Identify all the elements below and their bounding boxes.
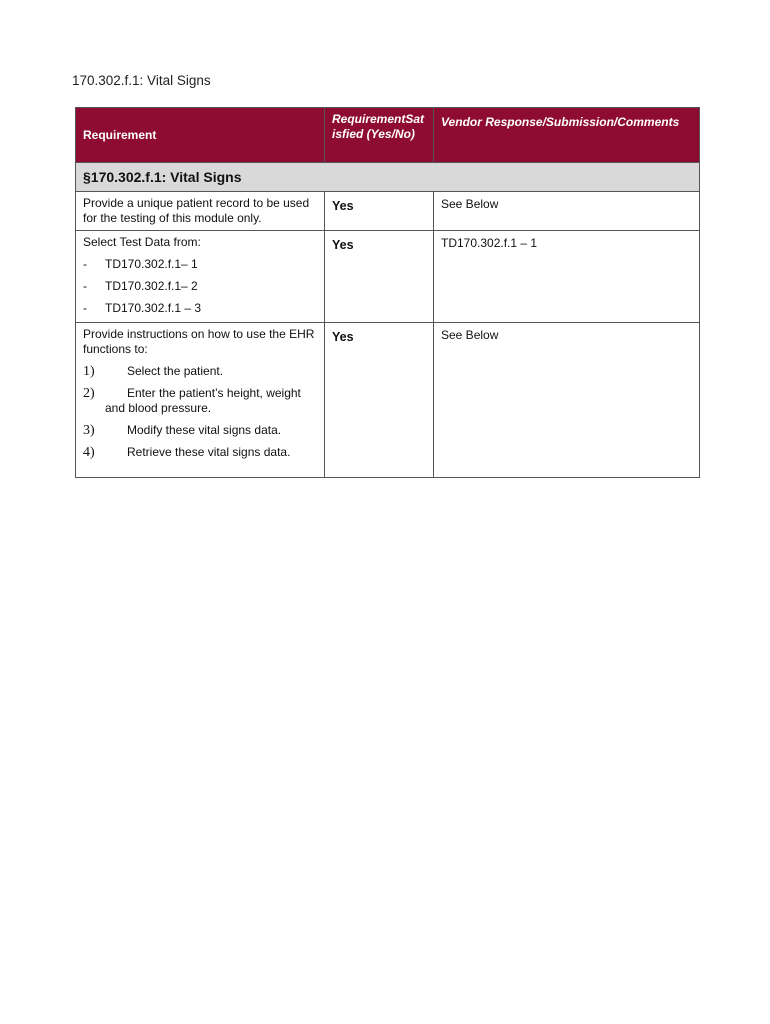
list-item-text: TD170.302.f.1 – 3 [105,301,202,315]
list-item [83,364,317,379]
table-row [76,323,700,478]
requirement-cell [76,231,325,323]
response-cell [434,231,700,323]
header-requirement: Requirement [76,108,325,163]
requirement-intro: Provide instructions on how to use the EHR functions to: [83,327,315,356]
step-text: Modify these vital signs data. [127,423,282,437]
satisfied-value: Yes [332,238,354,252]
response-text: TD170.302.f.1 – 1 [441,236,538,250]
satisfied-value: Yes [332,330,354,344]
requirements-table [75,107,700,478]
step-text: Enter the patient’s height, weight [127,386,301,400]
list-item [83,257,317,272]
step-text: Select the patient. [127,364,224,378]
section-title: §170.302.f.1: Vital Signs [76,163,700,192]
requirement-intro: Select Test Data from: [83,235,201,249]
header-vendor-response: Vendor Response/Submission/Comments [434,108,700,163]
list-marker: - [83,279,87,293]
step-number: 1) [83,364,95,379]
satisfied-cell [325,323,434,478]
list-item [83,445,317,460]
list-item [83,279,317,294]
satisfied-cell [325,231,434,323]
satisfied-cell [325,192,434,231]
satisfied-value: Yes [332,199,354,213]
response-cell [434,323,700,478]
list-item-text: TD170.302.f.1– 2 [105,279,198,293]
list-marker: - [83,301,87,315]
list-item [83,301,317,316]
step-number: 4) [83,445,95,460]
response-text: See Below [441,197,499,211]
step-text: Retrieve these vital signs data. [127,445,291,459]
step-text-continued: and blood pressure. [105,401,212,415]
document-title: 170.302.f.1: Vital Signs [72,73,211,88]
table-header-row [76,108,700,163]
header-satisfied: RequirementSatisfied (Yes/No) [325,108,434,163]
table-row [76,231,700,323]
requirement-text: Provide a unique patient record to be used for the testing of this module only. [83,196,310,225]
table-row [76,192,700,231]
step-number: 3) [83,423,95,438]
list-item-text: TD170.302.f.1– 1 [105,257,198,271]
section-row [76,163,700,192]
requirement-cell [76,323,325,478]
list-item [83,386,317,416]
list-marker: - [83,257,87,271]
response-text: See Below [441,328,499,342]
step-number: 2) [83,386,95,401]
list-item [83,423,317,438]
requirement-cell [76,192,325,231]
response-cell [434,192,700,231]
